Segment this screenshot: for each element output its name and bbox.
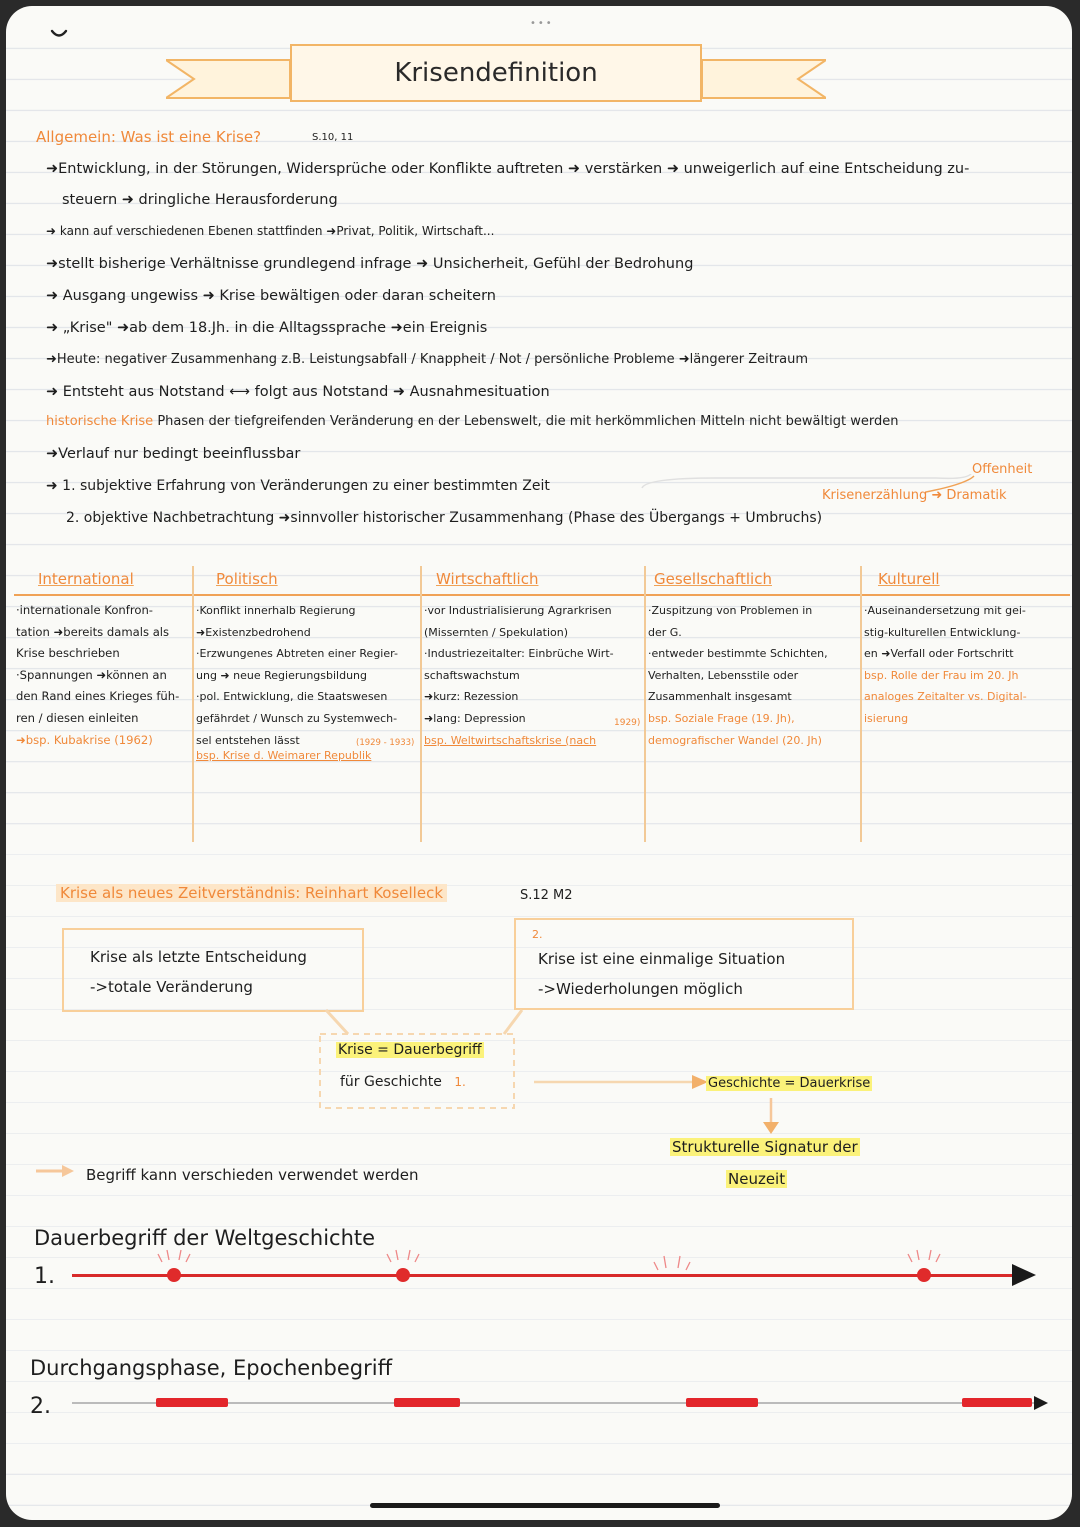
cell-example: bsp. Soziale Frage (19. Jh), <box>648 711 795 725</box>
timeline2-arrowhead-icon <box>1034 1396 1050 1410</box>
cell-example: bsp. Krise d. Weimarer Republik <box>196 749 372 763</box>
table-header-rule <box>14 594 1070 596</box>
note-offenheit: Offenheit <box>972 462 1033 477</box>
timeline2-phase-segment <box>686 1398 758 1407</box>
koselleck-box-1 <box>62 928 364 1012</box>
box1-line1: Krise als letzte Entscheidung <box>90 948 307 966</box>
cell-year: 1929) <box>614 718 641 728</box>
intro-verlauf: ➜Verlauf nur bedingt beeinflussbar <box>46 446 301 462</box>
cell-line: ung ➜ neue Regierungsbildung <box>196 668 368 682</box>
col-head-international: International <box>38 570 134 588</box>
intro-point-1: ➜ 1. subjektive Erfahrung von Veränderungen zu einer bestimmten Zeit <box>46 478 550 494</box>
intro-bullet-7: ➜ Entsteht aus Notstand ⟷ folgt aus Notstand ➜ Ausnahmesituation <box>46 384 550 400</box>
table-col-divider <box>644 566 646 842</box>
cell-line: ·Spannungen ➜können an <box>16 667 167 682</box>
koselleck-box-2 <box>514 918 854 1010</box>
banner-right-wing <box>696 56 826 102</box>
cell-example: analoges Zeitalter vs. Digital- <box>864 690 1027 704</box>
spark-icon <box>652 1252 692 1274</box>
koselleck-page-ref: S.12 M2 <box>520 888 573 903</box>
home-indicator[interactable] <box>370 1503 720 1508</box>
cell-line: ·entweder bestimmte Schichten, <box>648 647 828 661</box>
intro-bullet-2: ➜ kann auf verschiedenen Ebenen stattfinden ➜Privat, Politik, Wirtschaft... <box>46 224 495 238</box>
cell-line: Verhalten, Lebensstile oder <box>648 668 799 682</box>
intro-heading: Allgemein: Was ist eine Krise? <box>36 128 262 146</box>
cell-line: ➜lang: Depression <box>424 711 526 725</box>
col-head-wirtschaftlich: Wirtschaftlich <box>436 570 539 588</box>
cell-line: schaftswachstum <box>424 668 520 682</box>
intro-page-ref: S.10, 11 <box>312 132 354 143</box>
spark-icon <box>385 1246 421 1264</box>
down-arrow-icon <box>760 1098 782 1138</box>
timeline1-num: 1. <box>34 1264 55 1289</box>
crisis-types-table <box>14 566 1072 844</box>
timeline1-label: Dauerbegriff der Weltgeschichte <box>34 1226 376 1250</box>
intro-bullet-6: ➜Heute: negativer Zusammenhang z.B. Leistungsabfall / Knappheit / Not / persönliche Probleme ➜längerer Zeitraum <box>46 352 809 367</box>
intro-point-2: 2. objektive Nachbetrachtung ➜sinnvoller historischer Zusammenhang (Phase des Übergangs + Umbruchs) <box>66 510 823 526</box>
right-result <box>706 1076 872 1091</box>
cell-line: tation ➜bereits damals als <box>16 624 170 639</box>
begriff-text: Begriff kann verschieden verwendet werden <box>86 1166 419 1184</box>
box2-line2: ->Wiederholungen möglich <box>538 980 743 998</box>
cell-line: Zusammenhalt insgesamt <box>648 690 792 704</box>
historisch-text: Phasen der tiefgreifenden Veränderung en der Lebenswelt, die mit herkömmlichen Mitteln nicht bewältigt werden <box>157 414 899 429</box>
cell-example: isierung <box>864 711 909 725</box>
box2-line1: Krise ist eine einmalige Situation <box>538 950 786 968</box>
timeline2-num: 2. <box>30 1394 51 1419</box>
orange-arrow-icon <box>34 1162 78 1180</box>
timeline2-phase-segment <box>962 1398 1032 1407</box>
timeline1-axis <box>72 1274 1016 1277</box>
timeline1-event-dot <box>167 1268 181 1282</box>
historisch-label: historische Krise <box>46 414 154 429</box>
cell-line: ·internationale Konfron- <box>16 603 153 617</box>
right-arrow-icon <box>534 1072 714 1092</box>
center-line2 <box>340 1074 466 1090</box>
center-text: für Geschichte <box>340 1074 442 1090</box>
cell-line: (Missernten / Spekulation) <box>424 625 569 639</box>
cell-line: ·vor Industrialisierung Agrarkrisen <box>424 604 612 617</box>
cell-line: ·Konflikt innerhalb Regierung <box>196 604 356 617</box>
more-dots-icon[interactable]: ••• <box>530 18 554 29</box>
col-gesellschaftlich <box>648 600 858 751</box>
intro-bullet-5: ➜ „Krise" ➜ab dem 18.Jh. in die Alltagssprache ➜ein Ereignis <box>46 320 488 336</box>
cell-line: Krise beschrieben <box>16 646 120 661</box>
cell-line: ➜kurz: Rezession <box>424 690 519 704</box>
connector-lines <box>296 1006 556 1126</box>
timeline2-label: Durchgangsphase, Epochenbegriff <box>30 1356 393 1380</box>
col-international <box>16 600 190 751</box>
cell-line: ·Auseinandersetzung mit gei- <box>864 604 1026 617</box>
col-kulturell <box>864 600 1070 730</box>
timeline1-arrowhead-icon <box>1012 1264 1040 1288</box>
cell-example: bsp. Rolle der Frau im 20. Jh <box>864 668 1019 682</box>
cell-line: ·Erzwungenes Abtreten einer Regier- <box>196 647 398 661</box>
intro-bullet-1: ➜Entwicklung, in der Störungen, Widersprüche oder Konflikte auftreten ➜ verstärken ➜ unweigerlich auf eine Entscheidung zu- <box>46 161 970 177</box>
koselleck-heading: Krise als neues Zeitverständnis: Reinhart Koselleck <box>56 884 447 902</box>
center-highlight: Krise = Dauerbegriff <box>338 1042 482 1058</box>
struct-highlight: Strukturelle Signatur der <box>672 1138 858 1156</box>
cell-line: den Rand eines Krieges füh- <box>16 689 180 704</box>
intro-historisch <box>46 414 899 429</box>
note-kriseneraehlung: Krisenerzählung ➜ Dramatik <box>822 488 1007 503</box>
struct-line2 <box>726 1170 787 1188</box>
col-head-gesellschaftlich: Gesellschaftlich <box>654 570 772 588</box>
intro-bullet-4: ➜ Ausgang ungewiss ➜ Krise bewältigen oder daran scheitern <box>46 288 496 304</box>
box1-line2: ->totale Veränderung <box>90 978 253 996</box>
struct-highlight-2: Neuzeit <box>728 1170 786 1188</box>
cell-example: ➜bsp. Kubakrise (1962) <box>16 732 153 747</box>
col-head-politisch: Politisch <box>216 570 278 588</box>
table-col-divider <box>420 566 422 842</box>
spark-icon <box>156 1246 192 1264</box>
cell-line: ·pol. Entwicklung, die Staatswesen <box>196 690 388 704</box>
center-num: 1. <box>454 1075 466 1089</box>
cell-line: der G. <box>648 625 682 639</box>
box2-num: 2. <box>532 928 543 941</box>
cell-line: sel entstehen lässt <box>196 733 300 747</box>
table-col-divider <box>860 566 862 842</box>
intro-bullet-3: ➜stellt bisherige Verhältnisse grundlegend infrage ➜ Unsicherheit, Gefühl der Bedrohung <box>46 256 694 272</box>
chevron-back-icon[interactable] <box>42 24 76 48</box>
col-wirtschaftlich <box>424 600 642 751</box>
center-line1 <box>336 1042 484 1058</box>
cell-line: stig-kulturellen Entwicklung- <box>864 625 1021 639</box>
col-politisch <box>196 600 418 767</box>
table-col-divider <box>192 566 194 842</box>
cell-line: gefährdet / Wunsch zu Systemwech- <box>196 711 398 725</box>
page-title: Krisendefinition <box>290 44 702 102</box>
timeline2-phase-segment <box>156 1398 228 1407</box>
spark-icon <box>906 1246 942 1264</box>
cell-example: demografischer Wandel (20. Jh) <box>648 733 822 747</box>
cell-line: ·Industriezeitalter: Einbrüche Wirt- <box>424 647 614 661</box>
cell-line: ren / diesen einleiten <box>16 710 139 725</box>
timeline2-phase-segment <box>394 1398 460 1407</box>
intro-bullet-1b: steuern ➜ dringliche Herausforderung <box>62 192 338 208</box>
banner-left-wing <box>166 56 296 102</box>
timeline1-event-dot <box>917 1268 931 1282</box>
curved-bracket-line <box>636 474 976 502</box>
cell-example: bsp. Weltwirtschaftskrise (nach <box>424 733 597 747</box>
cell-line: ➜Existenzbedrohend <box>196 625 311 639</box>
cell-line: en ➜Verfall oder Fortschritt <box>864 647 1014 661</box>
notebook-page <box>6 6 1072 1520</box>
cell-years: (1929 - 1933) <box>356 738 415 748</box>
timeline1-event-dot <box>396 1268 410 1282</box>
struct-line1 <box>670 1138 860 1156</box>
right-result-highlight: Geschichte = Dauerkrise <box>708 1076 871 1091</box>
col-head-kulturell: Kulturell <box>878 570 940 588</box>
cell-line: ·Zuspitzung von Problemen in <box>648 604 813 617</box>
